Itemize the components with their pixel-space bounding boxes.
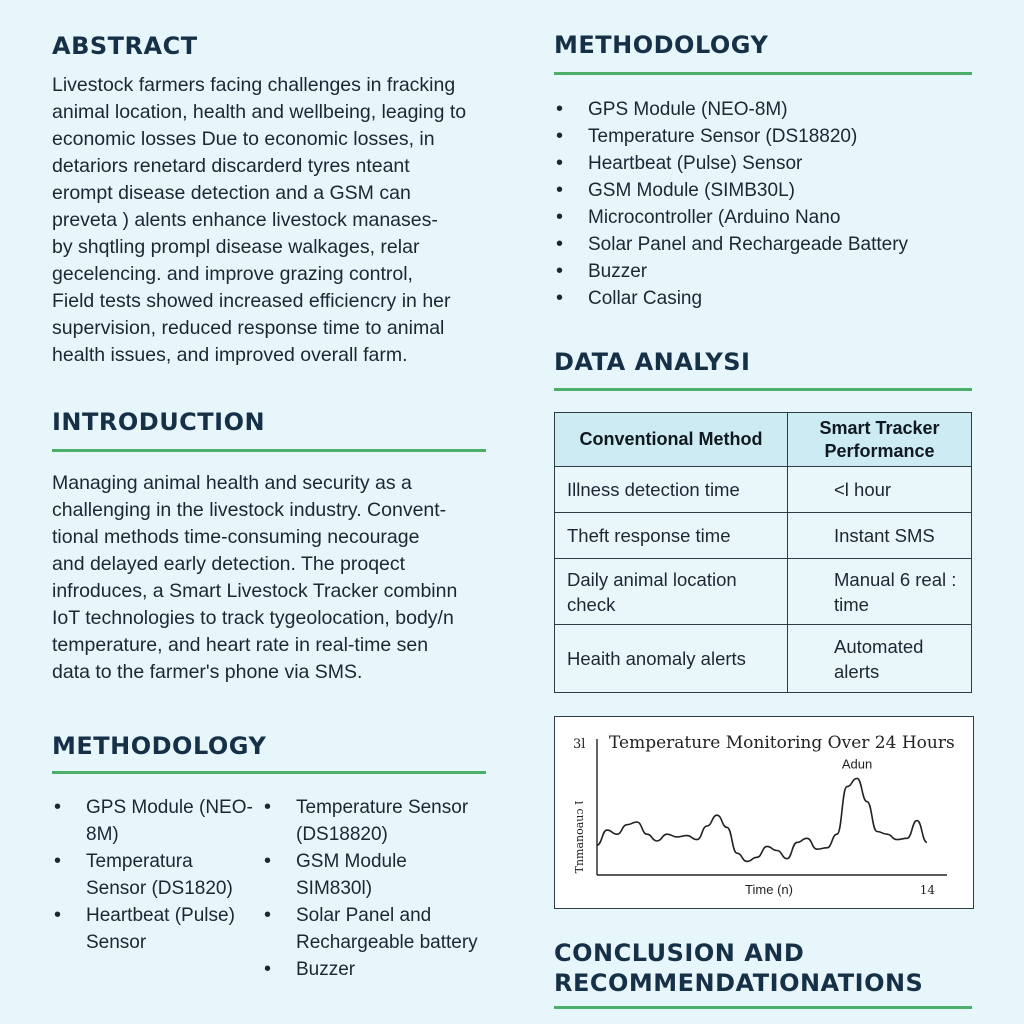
list-item: • Buzzer xyxy=(262,956,488,983)
list-item: • GSM Module SIM830l) xyxy=(262,848,488,902)
table-cell: Illness detection time xyxy=(555,467,788,513)
list-item: • Buzzer xyxy=(554,258,972,285)
peak-annotation: Adun xyxy=(841,756,873,772)
conclusion-divider xyxy=(554,1006,972,1009)
x-axis-label: Time (n) xyxy=(745,882,793,897)
list-item: • Microcontroller (Arduino Nano xyxy=(554,204,972,231)
abstract-line: Field tests showed increased efficiencry in her xyxy=(52,290,451,312)
table-header-row xyxy=(555,413,972,467)
list-item: • Temperatura Sensor (DS1820) xyxy=(52,848,257,902)
table-cell: Instant SMS xyxy=(788,513,972,559)
y-tick-label: 3l xyxy=(573,737,586,752)
abstract-line: economic losses Due to economic losses, in xyxy=(52,128,435,150)
abstract-line: erompt disease detection and a GSM can xyxy=(52,182,411,204)
introduction-line: temperature, and heart rate in real-time sen xyxy=(52,634,429,656)
table-header-cell: Smart Tracker Performance xyxy=(788,413,972,467)
table-cell: Theft response time xyxy=(555,513,788,559)
introduction-line: tional methods time-consuming necourage xyxy=(52,526,420,548)
introduction-divider xyxy=(52,449,486,452)
abstract-line: animal location, health and wellbeing, leaging to xyxy=(52,101,467,123)
table-cell: Manual 6 real : time xyxy=(788,559,972,625)
list-item: • Temperature Sensor (DS18820) xyxy=(262,794,488,848)
list-item: • GSM Module (SIMB30L) xyxy=(554,177,972,204)
abstract-line: preveta ) alents enhance livestock manases- xyxy=(52,209,438,231)
list-item: • Heartbeat (Pulse) Sensor xyxy=(554,150,972,177)
conclusion-heading-line-1: CONCLUSION AND xyxy=(554,939,805,967)
temperature-series-line xyxy=(597,778,927,861)
x-tick-label: 14 xyxy=(919,883,935,897)
introduction-line: Managing animal health and security as a xyxy=(52,472,412,494)
comparison-table xyxy=(554,412,972,693)
abstract-paragraph xyxy=(52,72,486,369)
table-cell: Daily animal location check xyxy=(555,559,788,625)
table-cell: <l hour xyxy=(788,467,972,513)
table-row xyxy=(555,625,972,693)
introduction-heading: INTRODUCTION xyxy=(52,408,266,436)
introduction-line: and delayed early detection. The proqect xyxy=(52,553,406,575)
abstract-line: Livestock farmers facing challenges in fracking xyxy=(52,74,456,96)
temperature-chart xyxy=(554,716,974,909)
abstract-line: gecelencing. and improve grazing control, xyxy=(52,263,413,285)
methodology-left-heading: METHODOLOGY xyxy=(52,732,267,760)
table-header-cell: Conventional Method xyxy=(555,413,788,467)
y-axis-label: Tnmanoauɔ Ɩ xyxy=(573,800,586,874)
temperature-chart-svg xyxy=(555,717,973,908)
abstract-line: health issues, and improved overall farm. xyxy=(52,344,408,366)
introduction-paragraph xyxy=(52,470,486,686)
methodology-right-heading: METHODOLOGY xyxy=(554,31,769,59)
list-item: • Solar Panel and Rechargeade Battery xyxy=(554,231,972,258)
methodology-left-column-2 xyxy=(262,794,488,983)
table-row xyxy=(555,559,972,625)
list-item: • Collar Casing xyxy=(554,285,972,312)
table-cell: Heaith anomaly alerts xyxy=(555,625,788,693)
methodology-right-divider xyxy=(554,72,972,75)
abstract-line: detariors renetard discarderd tyres nteant xyxy=(52,155,410,177)
conclusion-heading xyxy=(554,938,923,998)
list-item: • Heartbeat (Pulse) Sensor xyxy=(52,902,257,956)
table-row xyxy=(555,467,972,513)
abstract-line: by shqtling prompl disease walkages, relar xyxy=(52,236,420,258)
methodology-left-column-1 xyxy=(52,794,257,956)
list-item: • GPS Module (NEO-8M) xyxy=(554,96,972,123)
table-cell: Automated alerts xyxy=(788,625,972,693)
list-item: • Solar Panel and Rechargeable battery xyxy=(262,902,488,956)
table-row xyxy=(555,513,972,559)
abstract-heading: ABSTRACT xyxy=(52,32,198,60)
methodology-right-list xyxy=(554,96,972,312)
list-item: • GPS Module (NEO-8M) xyxy=(52,794,257,848)
conclusion-heading-line-2: RECOMMENDATIONATIONS xyxy=(554,969,924,997)
data-analysis-divider xyxy=(554,388,972,391)
introduction-line: challenging in the livestock industry. Convent- xyxy=(52,499,447,521)
chart-title: Temperature Monitoring Over 24 Hours xyxy=(609,733,955,753)
list-item: • Temperature Sensor (DS18820) xyxy=(554,123,972,150)
data-analysis-heading: DATA ANALYSI xyxy=(554,348,751,376)
introduction-line: infroduces, a Smart Livestock Tracker combinn xyxy=(52,580,458,602)
introduction-line: IoT technologies to track tygeolocation, body/n xyxy=(52,607,454,629)
abstract-line: supervision, reduced response time to animal xyxy=(52,317,445,339)
methodology-left-divider xyxy=(52,771,486,774)
introduction-line: data to the farmer's phone via SMS. xyxy=(52,661,363,683)
